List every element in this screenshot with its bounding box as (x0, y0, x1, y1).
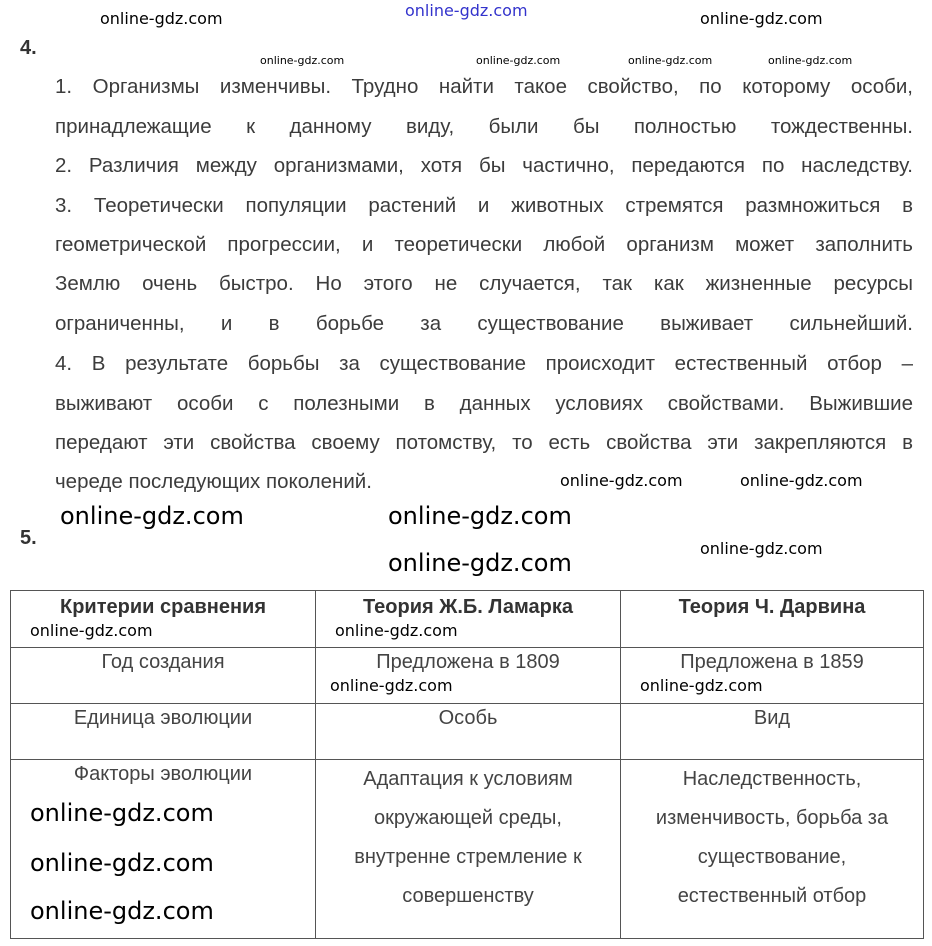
header-cell: Теория Ч. Дарвина (621, 591, 924, 648)
table-row (11, 648, 924, 704)
table-cell: Особь (316, 704, 621, 760)
table-cell: Год создания (11, 648, 316, 704)
text-line: передают эти свойства своему потомству, то есть свойства эти закрепляются в (55, 431, 913, 454)
watermark: online-gdz.com (640, 676, 763, 695)
watermark: online-gdz.com (30, 897, 214, 925)
cell-line: естественный отбор (677, 885, 867, 907)
watermark: online-gdz.com (388, 502, 572, 530)
table-row (11, 704, 924, 760)
table-cell: Факторы эволюции (11, 760, 316, 939)
watermark: online-gdz.com (100, 9, 223, 28)
cell-line: Адаптация к условиям (363, 768, 573, 790)
header-cell: Критерии сравнения (11, 591, 316, 648)
watermark: online-gdz.com (30, 799, 214, 827)
table-cell: Единица эволюции (11, 704, 316, 760)
text-line: 4. В результате борьбы за существование происходит естественный отбор – (55, 352, 913, 375)
text-line: геометрической прогрессии, и теоретически любой организм может заполнить (55, 233, 913, 256)
watermark: online-gdz.com (388, 549, 572, 577)
cell-line: внутренне стремление к (354, 846, 582, 868)
watermark: online-gdz.com (405, 1, 528, 20)
text-line: 3. Теоретически популяции растений и животных стремятся размножиться в (55, 194, 913, 217)
watermark: online-gdz.com (30, 621, 153, 640)
cell-line: совершенству (402, 885, 534, 907)
cell-line: изменчивость, борьба за (655, 807, 889, 829)
task-number-4: 4. (20, 37, 37, 59)
text-line: Землю очень быстро. Но этого не случается, так как жизненные ресурсы (55, 272, 913, 295)
header-cell: Теория Ж.Б. Ламарка (316, 591, 621, 648)
cell-line: Наследственность, (682, 768, 862, 790)
cell-line: окружающей среды, (374, 807, 562, 829)
watermark: online-gdz.com (476, 54, 561, 67)
table-cell (316, 760, 621, 939)
watermark: online-gdz.com (628, 54, 713, 67)
watermark: online-gdz.com (560, 471, 683, 490)
watermark: online-gdz.com (768, 54, 853, 67)
task-number-5: 5. (20, 527, 37, 549)
watermark: online-gdz.com (700, 539, 823, 558)
watermark: online-gdz.com (260, 54, 345, 67)
table-cell: Предложена в 1809 (316, 648, 621, 704)
text-line: 1. Организмы изменчивы. Трудно найти такое свойство, по которому особи, (55, 75, 913, 98)
text-line: череде последующих поколений. (55, 470, 372, 493)
table-cell (621, 760, 924, 939)
watermark: online-gdz.com (335, 621, 458, 640)
watermark: online-gdz.com (30, 849, 214, 877)
table-cell: Вид (621, 704, 924, 760)
text-line: 2. Различия между организмами, хотя бы частично, передаются по наследству. (55, 154, 913, 177)
comparison-table (10, 590, 924, 939)
watermark: online-gdz.com (330, 676, 453, 695)
watermark: online-gdz.com (700, 9, 823, 28)
watermark: online-gdz.com (740, 471, 863, 490)
table-cell: Предложена в 1859 (621, 648, 924, 704)
watermark: online-gdz.com (60, 502, 244, 530)
text-line: ограниченны, и в борьбе за существование выживает сильнейший. (55, 312, 913, 335)
text-line: выживают особи с полезными в данных условиях свойствами. Выжившие (55, 392, 913, 415)
text-line: принадлежащие к данному виду, были бы полностью тождественны. (55, 115, 913, 138)
cell-line: существование, (697, 846, 847, 868)
